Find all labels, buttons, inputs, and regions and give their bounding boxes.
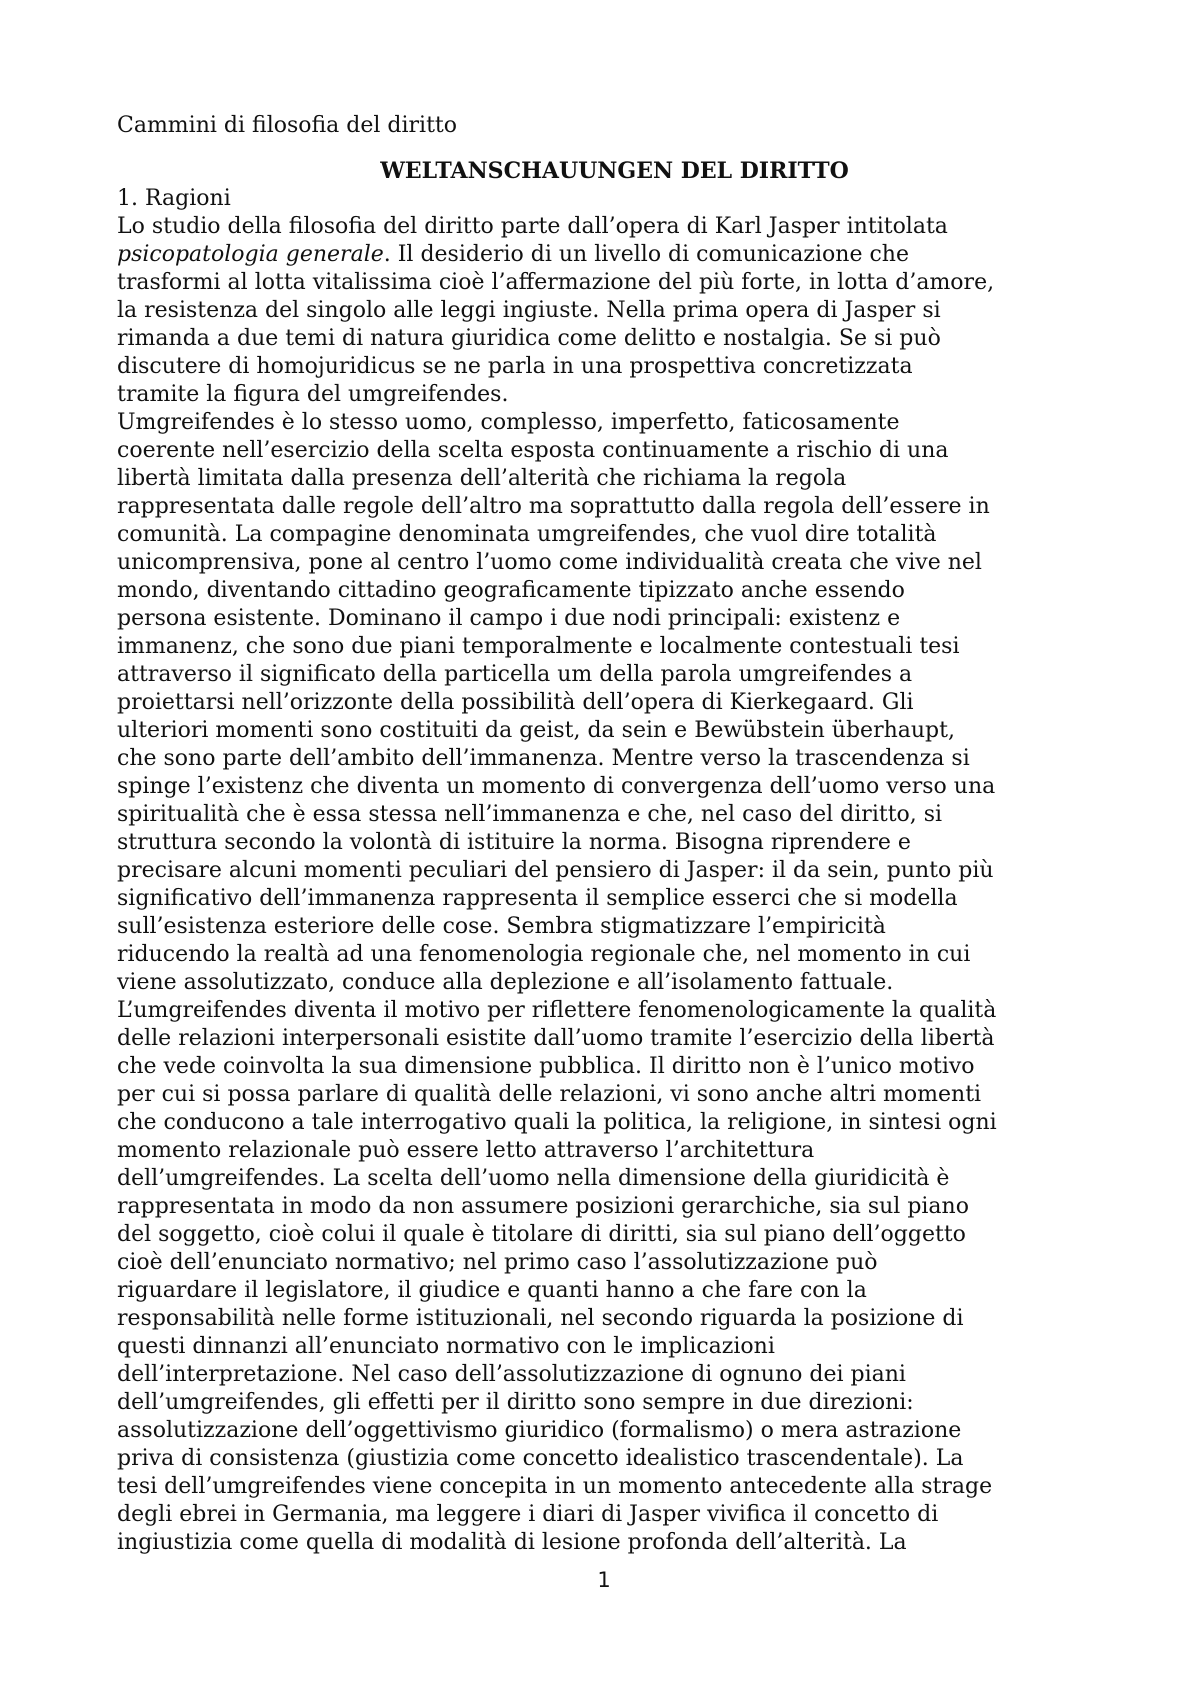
text-line: ingiustizia come quella di modalità di lesione profonda dell’alterità. La (117, 1530, 907, 1555)
text-line: per cui si possa parlare di qualità delle relazioni, vi sono anche altri momenti (117, 1082, 982, 1107)
text-line: tramite la figura del umgreifendes. (117, 382, 509, 407)
text-line: assolutizzazione dell’oggettivismo giuridico (formalismo) o mera astrazione (117, 1418, 962, 1443)
text-line: che vede coinvolta la sua dimensione pubblica. Il diritto non è l’unico motivo (117, 1054, 975, 1079)
section-heading: WELTANSCHAUUNGEN DEL DIRITTO (380, 158, 849, 184)
text-line: coerente nell’esercizio della scelta esposta continuamente a rischio di una (117, 438, 949, 463)
document-title: Cammini di filosofia del diritto (117, 113, 458, 138)
text-line: rappresentata in modo da non assumere posizioni gerarchiche, sia sul piano (117, 1194, 969, 1219)
body-lines (117, 269, 1092, 1557)
text-line: precisare alcuni momenti peculiari del pensiero di Jasper: il da sein, punto più (117, 858, 994, 883)
text-line: ulteriori momenti sono costituiti da geist, da sein e Bewübstein überhaupt, (117, 718, 955, 743)
text-line: degli ebrei in Germania, ma leggere i diari di Jasper vivifica il concetto di (117, 1502, 939, 1527)
text-line: priva di consistenza (giustizia come concetto idealistico trascendentale). La (117, 1446, 964, 1471)
italic-book-title: psicopatologia generale (117, 242, 384, 267)
text-line: unicomprensiva, pone al centro l’uomo come individualità creata che vive nel (117, 550, 982, 575)
text-line: Umgreifendes è lo stesso uomo, complesso, imperfetto, faticosamente (117, 410, 900, 435)
text-line: riducendo la realtà ad una fenomenologia regionale che, nel momento in cui (117, 942, 971, 967)
document-page (117, 112, 1092, 1557)
text-line: L’umgreifendes diventa il motivo per riflettere fenomenologicamente la qualità (117, 998, 997, 1023)
text-line: persona esistente. Dominano il campo i due nodi principali: existenz e (117, 606, 901, 631)
document-body (117, 185, 1092, 1557)
text-line: dell’umgreifendes. La scelta dell’uomo nella dimensione della giuridicità è (117, 1166, 950, 1191)
text-line: mondo, diventando cittadino geograficamente tipizzato anche essendo (117, 578, 905, 603)
text-line: immanenz, che sono due piani temporalmente e localmente contestuali tesi (117, 634, 960, 659)
text-fragment: . Il desiderio di un livello di comunicazione che (383, 242, 909, 267)
text-line: momento relazionale può essere letto attraverso l’architettura (117, 1138, 815, 1163)
text-line: la resistenza del singolo alle leggi ingiuste. Nella prima opera di Jasper si (117, 298, 941, 323)
text-line: spiritualità che è essa stessa nell’immanenza e che, nel caso del diritto, si (117, 802, 943, 827)
text-line: Lo studio della filosofia del diritto parte dall’opera di Karl Jasper intitolata (117, 214, 948, 239)
text-line: che sono parte dell’ambito dell’immanenza. Mentre verso la trascendenza si (117, 746, 970, 771)
text-line: discutere di homojuridicus se ne parla in una prospettiva concretizzata (117, 354, 913, 379)
page-number: 1 (597, 1568, 611, 1592)
text-line: del soggetto, cioè colui il quale è titolare di diritti, sia sul piano dell’oggetto (117, 1222, 966, 1247)
text-line: significativo dell’immanenza rappresenta il semplice esserci che si modella (117, 886, 958, 911)
text-line: questi dinnanzi all’enunciato normativo con le implicazioni (117, 1334, 775, 1359)
text-line: spinge l’existenz che diventa un momento di convergenza dell’uomo verso una (117, 774, 996, 799)
text-line (117, 241, 1092, 269)
section-label: 1. Ragioni (117, 186, 231, 211)
text-line: proiettarsi nell’orizzonte della possibilità dell’opera di Kierkegaard. Gli (117, 690, 914, 715)
text-line: rimanda a due temi di natura giuridica come delitto e nostalgia. Se si può (117, 326, 941, 351)
text-line: viene assolutizzato, conduce alla deplezione e all’isolamento fattuale. (117, 970, 894, 995)
text-line: responsabilità nelle forme istituzionali, nel secondo riguarda la posizione di (117, 1306, 964, 1331)
text-line: delle relazioni interpersonali esistite dall’uomo tramite l’esercizio della libertà (117, 1026, 995, 1051)
text-line: struttura secondo la volontà di istituire la norma. Bisogna riprendere e (117, 830, 911, 855)
text-line: trasformi al lotta vitalissima cioè l’affermazione del più forte, in lotta d’amore, (117, 270, 995, 295)
text-line: libertà limitata dalla presenza dell’alterità che richiama la regola (117, 466, 847, 491)
text-line: sull’esistenza esteriore delle cose. Sembra stigmatizzare l’empiricità (117, 914, 886, 939)
text-line: tesi dell’umgreifendes viene concepita in un momento antecedente alla strage (117, 1474, 993, 1499)
text-line: dell’umgreifendes, gli effetti per il diritto sono sempre in due direzioni: (117, 1390, 914, 1415)
text-line: comunità. La compagine denominata umgreifendes, che vuol dire totalità (117, 522, 937, 547)
text-line: cioè dell’enunciato normativo; nel primo caso l’assolutizzazione può (117, 1250, 878, 1275)
text-line: che conducono a tale interrogativo quali la politica, la religione, in sintesi ogni (117, 1110, 997, 1135)
text-line: riguardare il legislatore, il giudice e quanti hanno a che fare con la (117, 1278, 867, 1303)
text-line: rappresentata dalle regole dell’altro ma soprattutto dalla regola dell’essere in (117, 494, 990, 519)
text-line: attraverso il significato della particella um della parola umgreifendes a (117, 662, 913, 687)
text-line: dell’interpretazione. Nel caso dell’assolutizzazione di ognuno dei piani (117, 1362, 906, 1387)
